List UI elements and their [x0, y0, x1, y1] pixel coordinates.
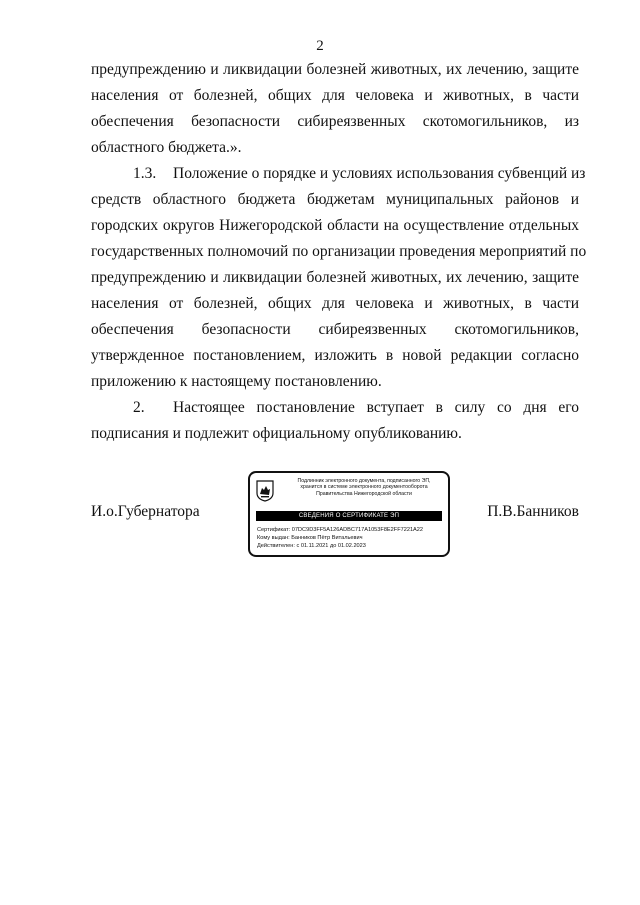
- stamp-title-bar: СВЕДЕНИЯ О СЕРТИФИКАТЕ ЭП: [256, 511, 442, 521]
- page-number: 2: [316, 38, 324, 54]
- text-line: обеспечения безопасности сибиреязвенных скотомогильников, из: [91, 113, 579, 130]
- text-line: предупреждению и ликвидации болезней животных, их лечению, защите: [91, 269, 579, 286]
- text-line: Положение о порядке и условиях использования субвенций из: [173, 165, 586, 182]
- coat-of-arms-icon: [256, 480, 274, 502]
- paragraph-2-first-line: [91, 395, 579, 421]
- signatory-position: И.о.Губернатора: [91, 503, 200, 520]
- text-line: Настоящее постановление вступает в силу со дня его: [173, 399, 579, 416]
- text-line: предупреждению и ликвидации болезней животных, их лечению, защите: [91, 61, 579, 78]
- certificate-validity: Действителен: с 01.11.2021 до 01.02.2023: [257, 543, 366, 549]
- text-line: населения от болезней, общих для человека и животных, в части: [91, 87, 579, 104]
- stamp-header: [282, 478, 446, 497]
- text-line: подписания и подлежит официальному опубликованию.: [91, 425, 462, 442]
- text-line: областного бюджета.».: [91, 139, 242, 156]
- item-number: 1.3.: [133, 165, 157, 182]
- signatory-name: П.В.Банников: [487, 503, 579, 520]
- text-line: государственных полномочий по организации проведения мероприятий по: [91, 243, 587, 260]
- text-line: городских округов Нижегородской области на осуществление отдельных: [91, 217, 579, 234]
- document-body: [91, 57, 587, 447]
- stamp-header-line: Подлинник электронного документа, подписанного ЭП,: [297, 478, 431, 484]
- text-line: населения от болезней, общих для человека и животных, в части: [91, 295, 579, 312]
- certificate-number: Сертификат: 07DC9D3FF5A126ADBC717A1053F8E2FF7221A22: [257, 527, 424, 533]
- text-line: средств областного бюджета бюджетам муниципальных районов и: [91, 191, 579, 208]
- stamp-header-line: Правительства Нижегородской области: [316, 490, 412, 497]
- item-number: 2.: [133, 399, 145, 416]
- text-line: утвержденное постановлением, изложить в новой редакции согласно: [91, 347, 579, 364]
- stamp-header-line: хранится в системе электронного документооборота: [300, 484, 428, 491]
- electronic-signature-stamp: [248, 471, 450, 557]
- text-line: приложению к настоящему постановлению.: [91, 373, 382, 390]
- certificate-owner: Кому выдан: Банников Пётр Витальевич: [257, 535, 363, 541]
- paragraph-1-3-first-line: [91, 161, 586, 187]
- text-line: обеспечения безопасности сибиреязвенных скотомогильников,: [91, 321, 579, 338]
- certificate-details: [257, 526, 423, 550]
